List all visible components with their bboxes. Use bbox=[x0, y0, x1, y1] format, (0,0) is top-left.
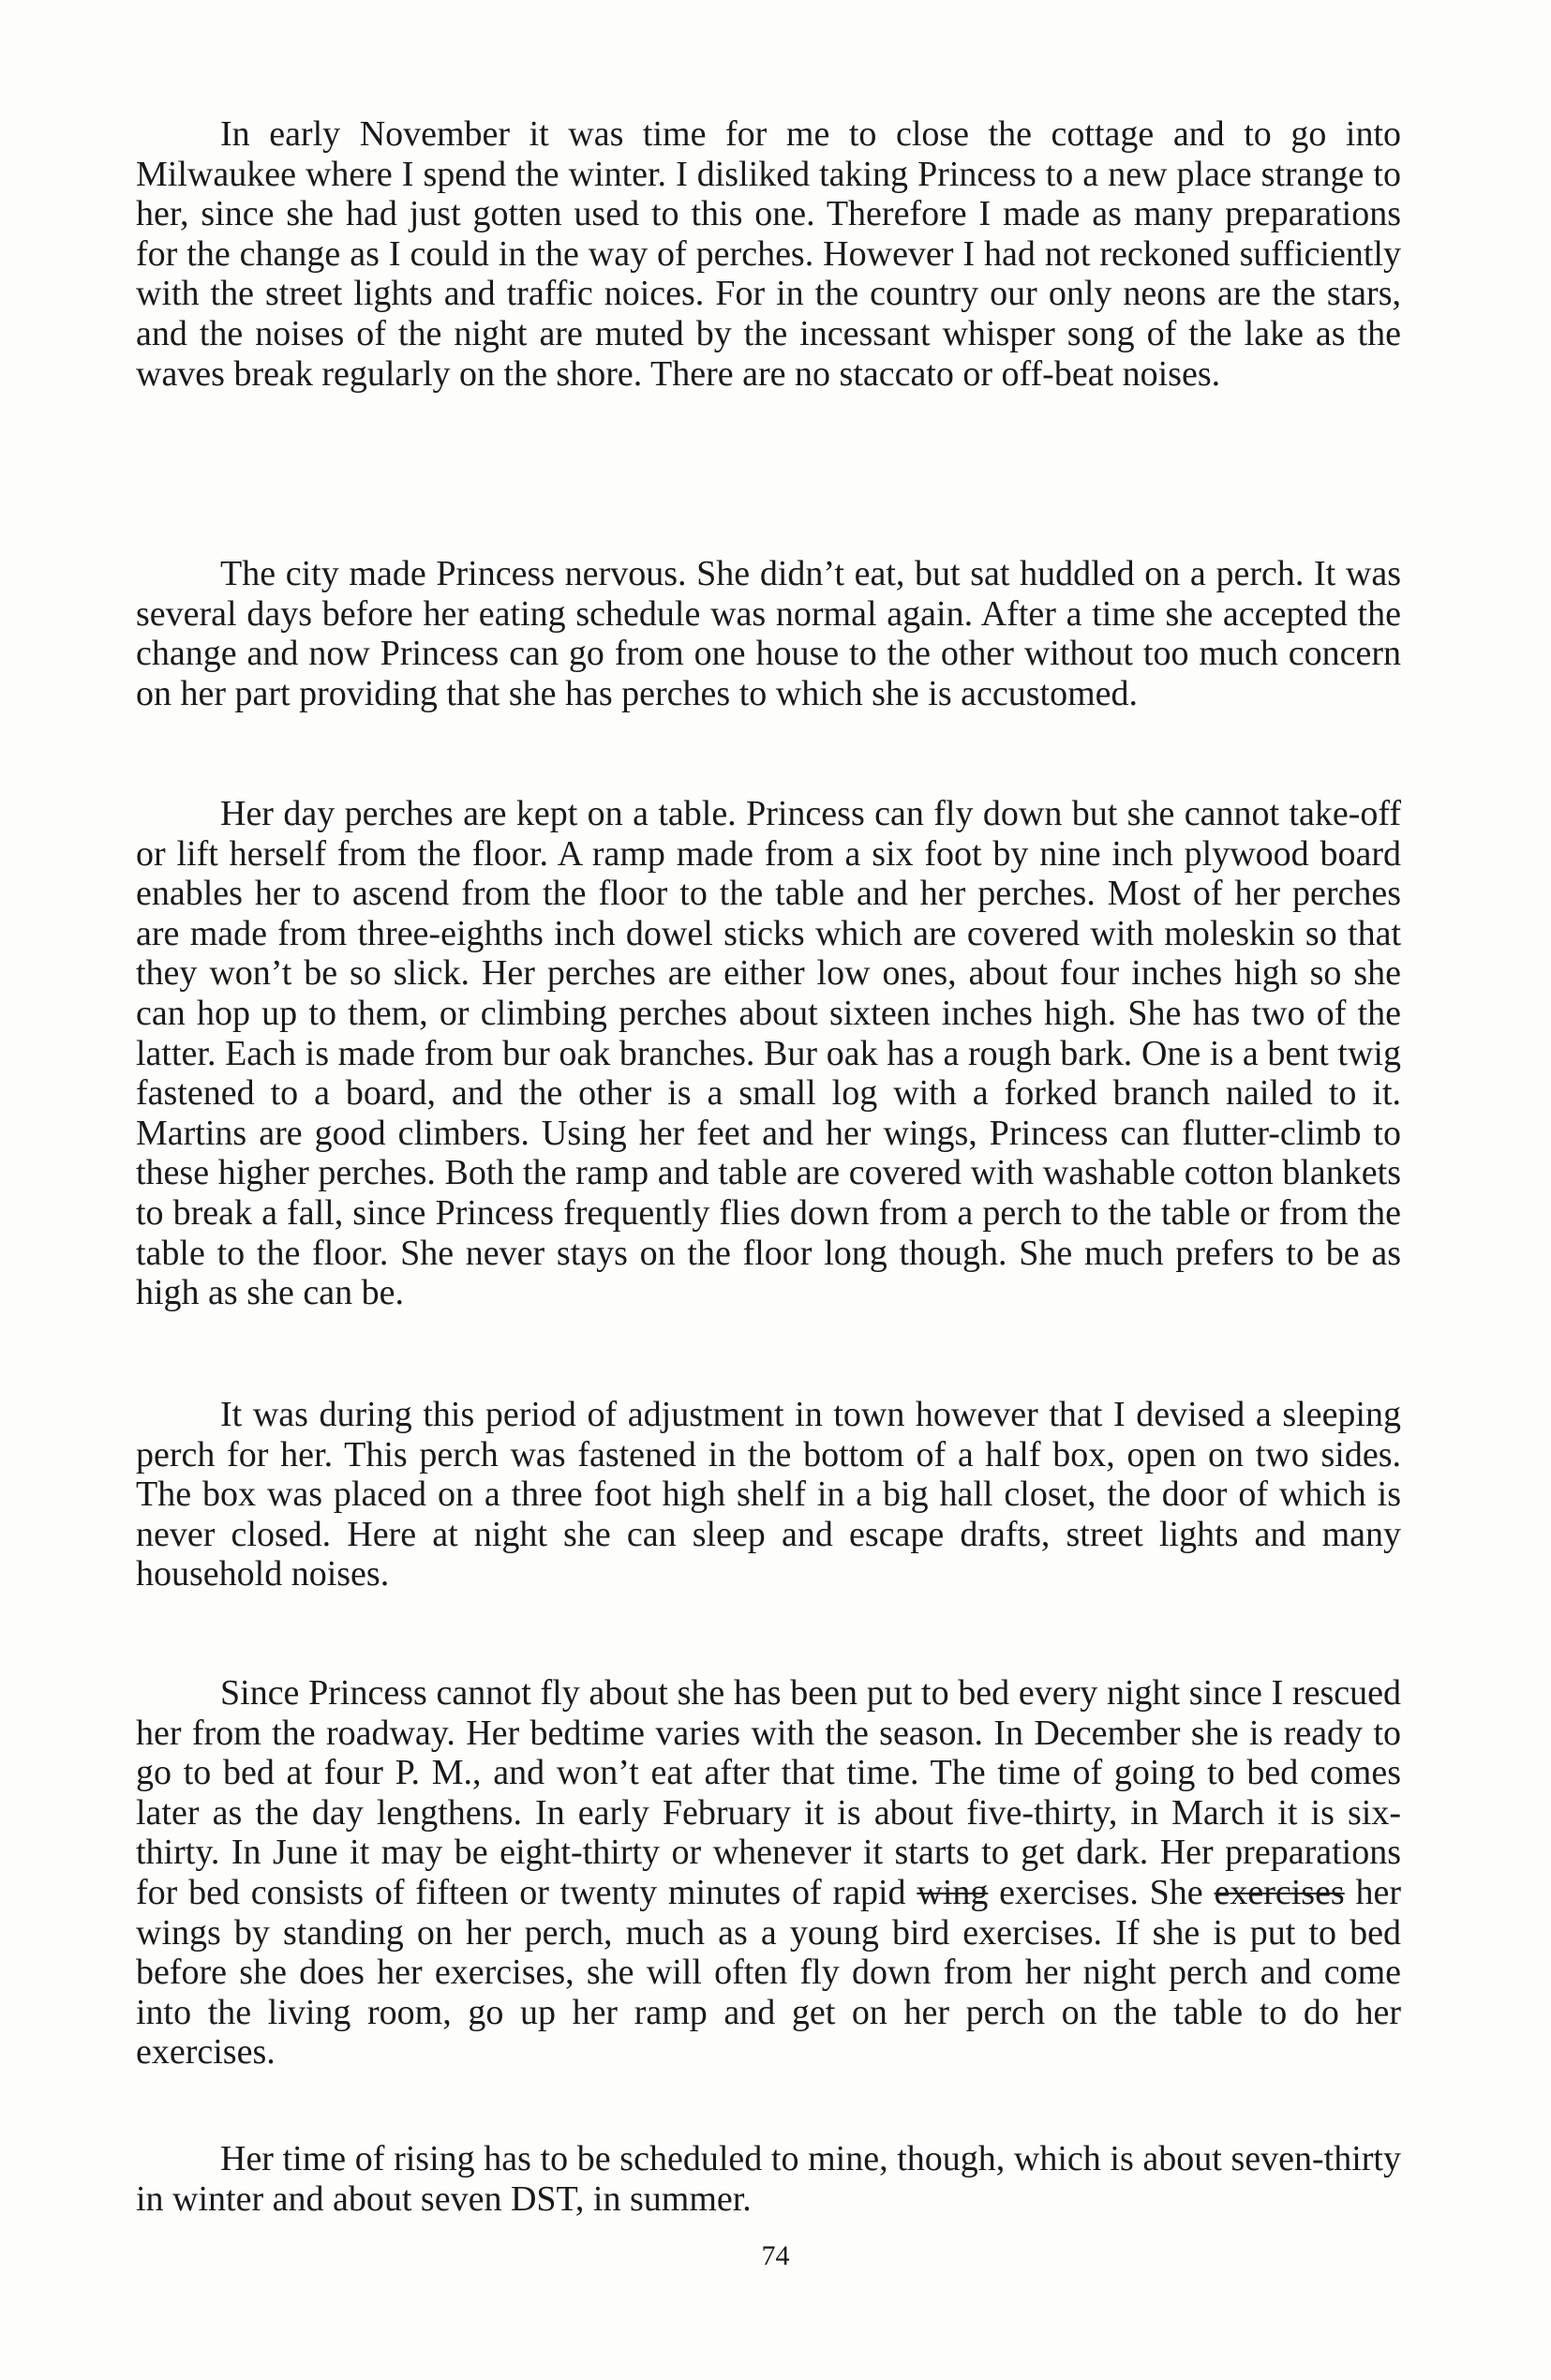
paragraph-3: Her day perches are kept on a table. Princess can fly down but she cannot take-off or lift herself from the floor. A ramp made from a six foot by nine inch plywood board enables her to ascend from the floor to the table and her perches. Most of her perches are made from three-eighths inch dowel sticks which are covered with moleskin so that they won’t be so slick. Her perches are either low ones, about four inches high so she can hop up to them, or climbing perches about sixteen inches high. She has two of the latter. Each is made from bur oak branches. Bur oak has a rough bark. One is a bent twig fastened to a board, and the other is a small log with a forked branch nailed to it. Martins are good climbers. Using her feet and her wings, Princess can flutter-climb to these higher perches. Both the ramp and table are covered with washable cotton blankets to break a fall, since Princess frequently flies down from a perch to the table or from the table to the floor. She never stays on the floor long though. She much prefers to be as high as she can be. bbox=[136, 794, 1401, 1313]
page-number: 74 bbox=[761, 2240, 790, 2271]
body-text-3 bbox=[136, 794, 1401, 1313]
body-text-6 bbox=[136, 2139, 1401, 2219]
body-text-5 bbox=[136, 1673, 1401, 2073]
paragraph-1: In early November it was time for me to close the cottage and to go into Milwaukee where I spend the winter. I disliked taking Princess to a new place strange to her, since she had just gotten used to this one. Therefore I made as many preparations for the change as I could in the way of perches. However I had not reckoned sufficiently with the street lights and traffic noices. For in the country our only neons are the stars, and the noises of the night are muted by the incessant whisper song of the lake as the waves break regularly on the shore. There are no staccato or off-beat noises. bbox=[136, 114, 1401, 394]
body-text-4 bbox=[136, 1395, 1401, 1594]
paragraph-2: The city made Princess nervous. She didn’t eat, but sat huddled on a perch. It was several days before her eating schedule was normal again. After a time she accepted the change and now Princess can go from one house to the other without too much concern on her part providing that she has perches to which she is accustomed. bbox=[136, 554, 1401, 713]
paragraph-4: It was during this period of adjustment in town however that I devised a sleeping perch for her. This perch was fastened in the bottom of a half box, open on two sides. The box was placed on a three foot high shelf in a big hall closet, the door of which is never closed. Here at night she can sleep and escape drafts, street lights and many household noises. bbox=[136, 1395, 1401, 1594]
paragraph-5-part-2: exercises. She bbox=[999, 1872, 1203, 1912]
struck-word-wing: wing bbox=[917, 1872, 989, 1912]
paragraph-5 bbox=[136, 1673, 1401, 2073]
paragraph-5-part-3: her wings by standing on her perch, much as a young bird exercises. If she is put to bed before she does her exercises, she will often fly down from her night perch and come into the living room, go up her ramp and get on her perch on the table to do her exercises. bbox=[136, 1872, 1402, 2073]
struck-word-exercises: exercises bbox=[1214, 1872, 1345, 1912]
body-text bbox=[136, 114, 1401, 394]
paragraph-5-part-1: Since Princess cannot fly about she has been put to bed every night since I rescued her from the roadway. Her bedtime varies with the season. In December she is ready to go to bed at four P. M., and won’t eat after that time. The time of going to bed comes later as the day lengthens. In early February it is about five-thirty, in March it is six-thirty. In June it may be eight-thirty or whenever it starts to get dark. Her preparations for bed consists of fifteen or twenty minutes of rapid bbox=[136, 1673, 1401, 1912]
body-text-2 bbox=[136, 554, 1401, 713]
paragraph-6: Her time of rising has to be scheduled to mine, though, which is about seven-thirty in winter and about seven DST, in summer. bbox=[136, 2139, 1401, 2219]
